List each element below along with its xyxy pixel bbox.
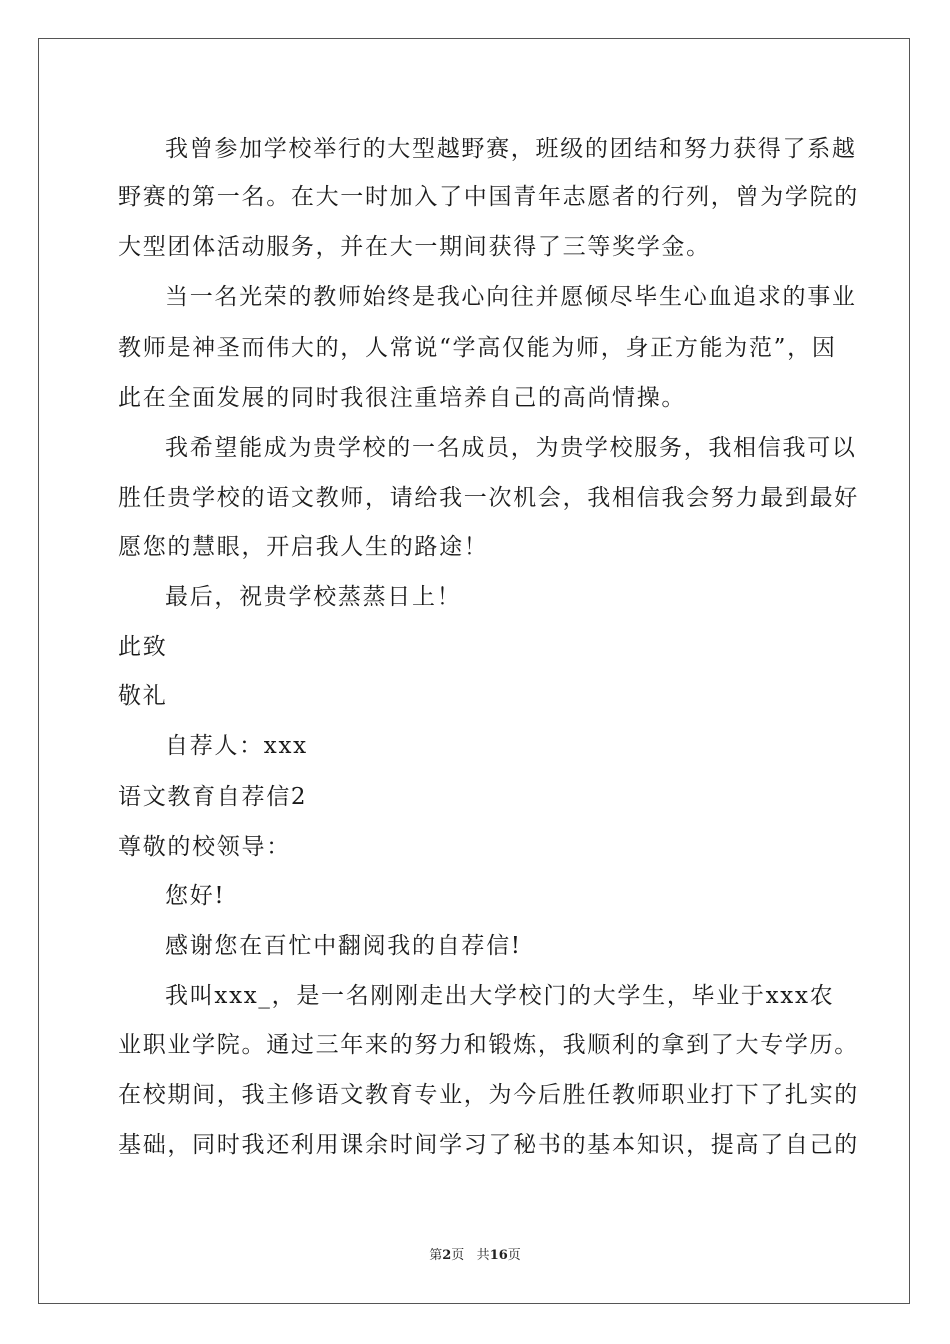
text-line: 最后，祝贵学校蒸蒸日上！ [165,584,462,610]
signature-line: 自荐人：xxx [165,733,308,759]
greeting-recipient: 尊敬的校领导： [118,834,291,860]
text-line: 教师是神圣而伟大的，人常说“学高仅能为师，身正方能为范”，因 [118,335,837,361]
text-line: 业职业学院。通过三年来的努力和锻炼，我顺利的拿到了大专学历。 [118,1032,859,1058]
page-total: 16 [489,1248,508,1263]
text-line: 愿您的慧眼，开启我人生的路途！ [118,534,489,560]
page-current: 2 [442,1248,452,1263]
page-footer [0,1247,950,1265]
salutation-regards: 敬礼 [118,683,168,709]
text-line: 我曾参加学校举行的大型越野赛，班级的团结和努力获得了系越 [165,136,857,162]
salutation-closing: 此致 [118,634,168,660]
text-line: 我叫xxx_，是一名刚刚走出大学校门的大学生，毕业于xxx农 [165,983,835,1009]
total-prefix: 共 [476,1248,490,1263]
text-line: 基础，同时我还利用课余时间学习了秘书的基本知识，提高了自己的 [118,1132,859,1158]
text-line: 在校期间，我主修语文教育专业，为今后胜任教师职业打下了扎实的 [118,1082,859,1108]
total-suffix: 页 [507,1248,521,1263]
text-line: 当一名光荣的教师始终是我心向往并愿倾尽毕生心血追求的事业 [165,284,857,310]
page-suffix: 页 [451,1248,465,1263]
greeting: 您好! [165,883,226,909]
text-line: 野赛的第一名。在大一时加入了中国青年志愿者的行列，曾为学院的 [118,184,859,210]
text-line: 大型团体活动服务，并在大一期间获得了三等奖学金。 [118,234,711,260]
page-frame [38,38,910,1304]
text-line: 我希望能成为贵学校的一名成员，为贵学校服务，我相信我可以 [165,435,857,461]
page-prefix: 第 [429,1248,443,1263]
text-line: 此在全面发展的同时我很注重培养自己的高尚情操。 [118,385,687,411]
section-title: 语文教育自荐信2 [118,784,308,810]
text-line: 胜任贵学校的语文教师，请给我一次机会，我相信我会努力最到最好 [118,485,859,511]
text-line: 感谢您在百忙中翻阅我的自荐信! [165,933,522,959]
